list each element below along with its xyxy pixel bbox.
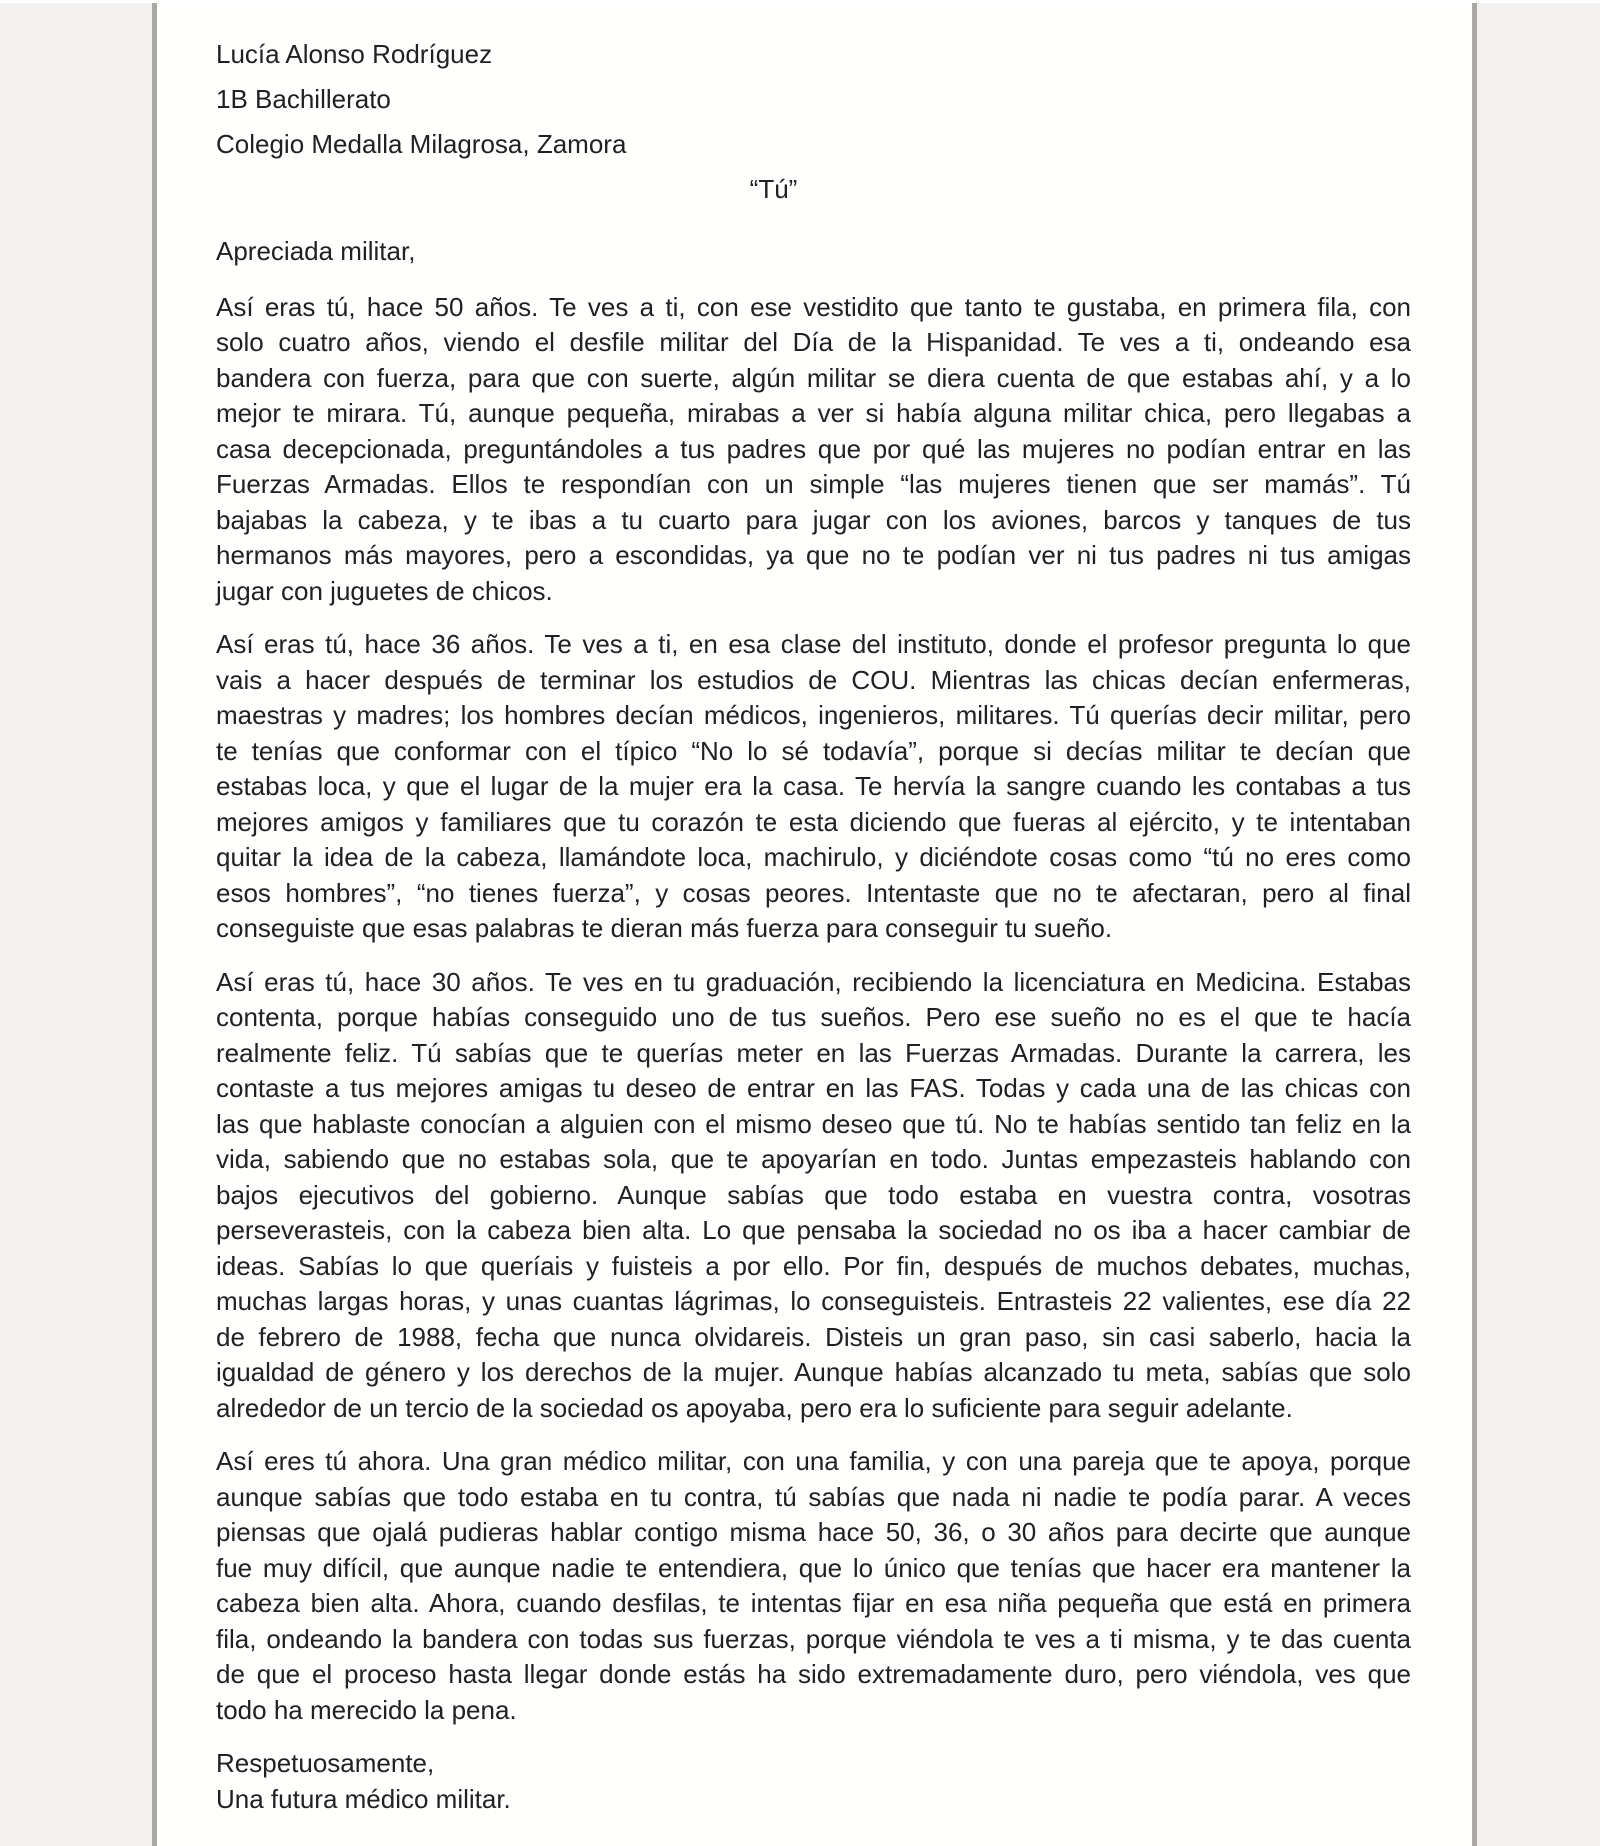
body-line: las que hablaste conocían a alguien con el mismo deseo que tú. No te habías sentido tan feliz en la (216, 1108, 1411, 1139)
body-line: bajos ejecutivos del gobierno. Aunque sabías que todo estaba en vuestra contra, vosotras (216, 1179, 1411, 1210)
body-line: mejores amigos y familiares que tu corazón te esta diciendo que fueras al ejército, y te intentaban (216, 806, 1411, 837)
body-line: fue muy difícil, que aunque nadie te entendiera, que lo único que tenías que hacer era mantener la (216, 1552, 1411, 1583)
letter-paragraph (216, 965, 1411, 1427)
body-line: todo ha merecido la pena. (216, 1694, 517, 1725)
body-line: esos hombres”, “no tienes fuerza”, y cosas peores. Intentaste que no te afectaran, pero al final (216, 877, 1411, 908)
body-line: perseverasteis, con la cabeza bien alta. Lo que pensaba la sociedad no os iba a hacer cambiar de (216, 1215, 1411, 1245)
salutation: Apreciada militar, (216, 236, 416, 266)
body-line: quitar la idea de la cabeza, llamándote loca, machirulo, y diciéndote cosas como “tú no eres como (216, 842, 1411, 872)
closing-line: Una futura médico militar. (216, 1783, 511, 1814)
sender-block (216, 32, 1411, 167)
body-line: muchas largas horas, y unas cuantas lágrimas, lo conseguisteis. Entrasteis 22 valientes, ese día 22 (216, 1286, 1411, 1316)
body-line: de febrero de 1988, fecha que nunca olvidareis. Disteis un gran paso, sin casi saberlo, hacia la (216, 1321, 1411, 1352)
body-line: vida, sabiendo que no estabas sola, que te apoyarían en todo. Juntas empezasteis hablando con (216, 1144, 1411, 1174)
body-line: casa decepcionada, preguntándoles a tus padres que por qué las mujeres no podían entrar en las (216, 433, 1411, 464)
body-line: Así eras tú, hace 50 años. Te ves a ti, con ese vestidito que tanto te gustaba, en primera fila, con (216, 291, 1411, 322)
letter-body (216, 290, 1411, 1729)
body-line: Así eres tú ahora. Una gran médico militar, con una familia, y con una pareja que te apoya, porque (216, 1446, 1411, 1476)
body-line: realmente feliz. Tú sabías que te querías meter en las Fuerzas Armadas. Durante la carrera, les (216, 1037, 1411, 1068)
body-line: cabeza bien alta. Ahora, cuando desfilas, te intentas fijar en esa niña pequeña que está en primera (216, 1588, 1411, 1618)
body-line: vais a hacer después de terminar los estudios de COU. Mientras las chicas decían enfermeras, (216, 664, 1411, 695)
body-line: mejor te mirara. Tú, aunque pequeña, mirabas a ver si había alguna militar chica, pero llegabas a (216, 398, 1411, 428)
document-page (152, 0, 1477, 1846)
sender-line: Colegio Medalla Milagrosa, Zamora (216, 129, 627, 159)
body-line: fila, ondeando la bandera con todas sus fuerzas, porque viéndola te ves a ti misma, y te das cuenta (216, 1623, 1411, 1654)
letter-paragraph (216, 1444, 1411, 1728)
body-line: Así eras tú, hace 36 años. Te ves a ti, en esa clase del instituto, donde el profesor pregunta lo que (216, 629, 1411, 659)
closing-line: Respetuosamente, (216, 1748, 435, 1778)
sender-line: Lucía Alonso Rodríguez (216, 39, 493, 69)
body-line: piensas que ojalá pudieras hablar contigo misma hace 50, 36, o 30 años para decirte que aunque (216, 1517, 1411, 1547)
body-line: ideas. Sabías lo que queríais y fuisteis a por ello. Por fin, después de muchos debates, muchas, (216, 1250, 1411, 1281)
body-line: aunque sabías que todo estaba en tu contra, tú sabías que nada ni nadie te podía parar. A veces (216, 1481, 1411, 1512)
body-line: de que el proceso hasta llegar donde estás ha sido extremadamente duro, pero viéndola, ves que (216, 1659, 1411, 1689)
body-line: contenta, porque habías conseguido uno de tus sueños. Pero ese sueño no es el que te hacía (216, 1002, 1411, 1032)
body-line: maestras y madres; los hombres decían médicos, ingenieros, militares. Tú querías decir militar, pero (216, 700, 1411, 730)
document-title: “Tú” (749, 174, 798, 204)
closing-block (216, 1746, 1411, 1817)
body-line: alrededor de un tercio de la sociedad os apoyaba, pero era lo suficiente para seguir adelante. (216, 1392, 1293, 1423)
body-line: solo cuatro años, viendo el desfile militar del Día de la Hispanidad. Te ves a ti, ondeando esa (216, 327, 1411, 357)
body-line: bandera con fuerza, para que con suerte, algún militar se diera cuenta de que estabas ahí, y a lo (216, 362, 1411, 393)
body-line: Así eras tú, hace 30 años. Te ves en tu graduación, recibiendo la licenciatura en Medicina. Estabas (216, 966, 1411, 997)
body-line: contaste a tus mejores amigas tu deseo de entrar en las FAS. Todas y cada una de las chicas con (216, 1073, 1411, 1103)
letter-paragraph (216, 627, 1411, 947)
sender-line: 1B Bachillerato (216, 84, 391, 114)
body-line: hermanos más mayores, pero a escondidas, ya que no te podían ver ni tus padres ni tus amigas (216, 540, 1411, 570)
body-line: estabas loca, y que el lugar de la mujer era la casa. Te hervía la sangre cuando les contabas a tus (216, 771, 1411, 801)
body-line: bajabas la cabeza, y te ibas a tu cuarto para jugar con los aviones, barcos y tanques de tus (216, 504, 1411, 535)
body-line: Fuerzas Armadas. Ellos te respondían con un simple “las mujeres tienen que ser mamás”. Tú (216, 469, 1411, 499)
body-line: te tenías que conformar con el típico “No lo sé todavía”, porque si decías militar te decían que (216, 735, 1411, 766)
top-strip (0, 0, 1600, 3)
body-line: conseguiste que esas palabras te dieran más fuerza para conseguir tu sueño. (216, 913, 1113, 943)
body-line: igualdad de género y los derechos de la mujer. Aunque habías alcanzado tu meta, sabías que solo (216, 1357, 1411, 1387)
body-line: jugar con juguetes de chicos. (216, 575, 553, 606)
letter-paragraph (216, 290, 1411, 610)
